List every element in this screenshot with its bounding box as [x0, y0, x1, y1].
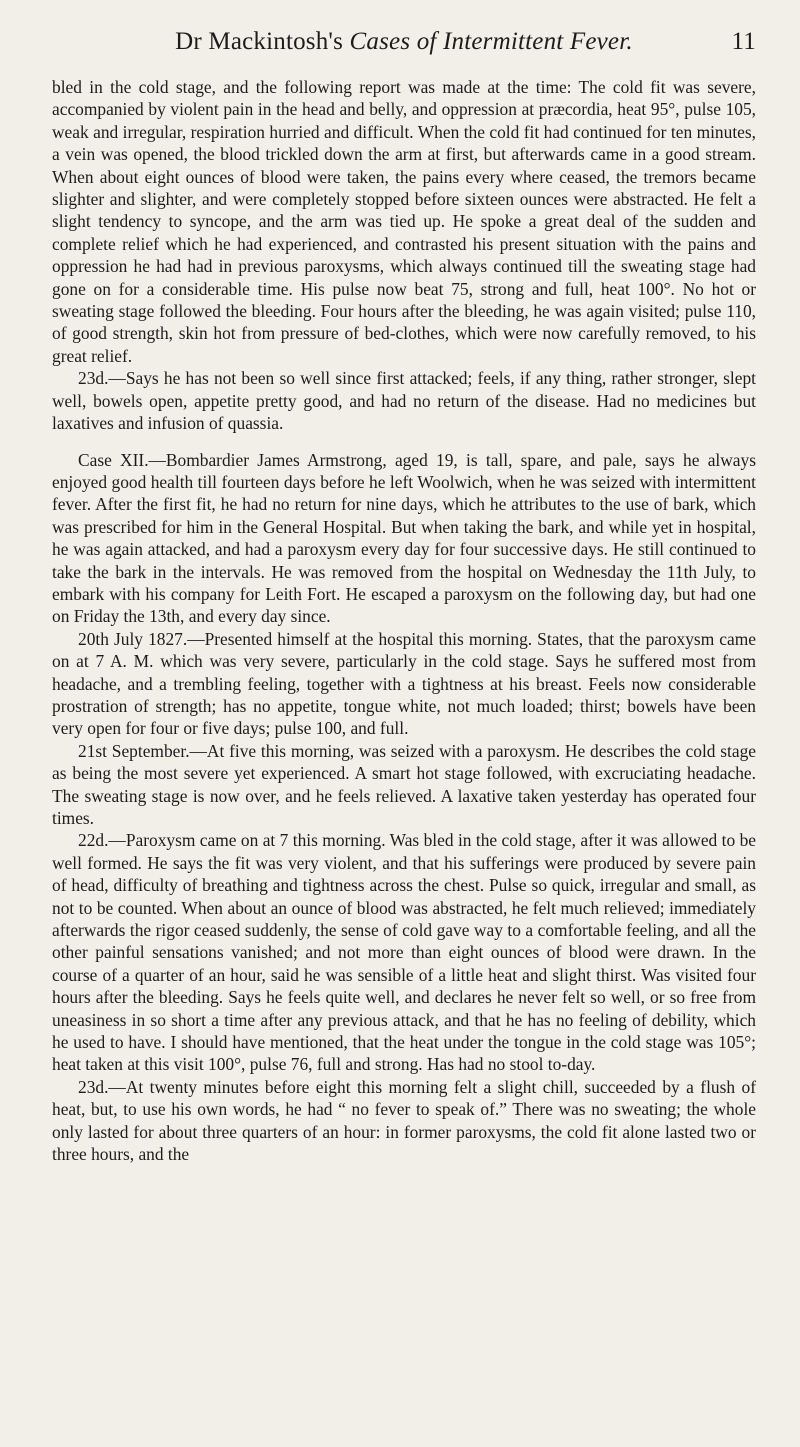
paragraph-22d: 22d.—Paroxysm came on at 7 this morning. Was bled in the cold stage, after it was allowed to be well formed. He says the fit was very violent, and that his sufferings were produced by severe pain of head, difficulty of breathing and tightness across the chest. Pulse so quick, irregular and small, as not to be counted. When about an ounce of blood was abstracted, he felt much relieved; immediately afterwards the rigor ceased suddenly, the sense of cold gave way to a comfortable feeling, and all the other painful sensations vanished; and not more than eight ounces of blood were drawn. In the course of a quarter of an hour, said he was sensible of a little heat and slight thirst. Was visited four hours after the bleeding. Says he feels quite well, and declares he never felt so well, or so free from uneasiness in so short a time after any previous attack, and that he has no feeling of debility, which he used to have. I should have mentioned, that the heat under the tongue in the cold stage was 105°; heat taken at this visit 100°, pulse 76, full and strong. Has had no stool to-day. [52, 830, 756, 1075]
running-head-author: Dr Mackintosh's [175, 28, 350, 55]
paragraph-case-xi-continued: bled in the cold stage, and the following report was made at the time: The cold fit was severe, accompanied by violent pain in the head and belly, and oppression at præcordia, heat 95°, pulse 105, weak and irregular, respiration hurried and difficult. When the cold fit had continued for ten minutes, a vein was opened, the blood trickled down the arm at first, but afterwards came in a good stream. When about eight ounces of blood were taken, the pains every where ceased, the tremors became slighter and slighter, and were completely stopped before sixteen ounces were abstracted. He felt a slight tendency to syncope, and the arm was tied up. He spoke a great deal of the sudden and complete relief which he had experienced, and contrasted his present situation with the pains and oppression he had had in previous paroxysms, which always continued till the sweating stage had gone on for a considerable time. His pulse now beat 75, strong and full, heat 100°. No hot or sweating stage followed the bleeding. Four hours after the bleeding, he was again visited; pulse 110, of good strength, skin hot from pressure of bed-clothes, which were now carefully removed, to his great relief. [52, 77, 756, 366]
paragraph-23d-second: 23d.—At twenty minutes before eight this morning felt a slight chill, succeeded by a flush of heat, but, to use his own words, he had “ no fever to speak of.” There was no sweating; the whole only lasted for about three quarters of an hour: in former paroxysms, the cold fit alone lasted two or three hours, and the [52, 1076, 756, 1165]
paragraph-case-xii: Case XII.—Bombardier James Armstrong, aged 19, is tall, spare, and pale, says he always enjoyed good health till fourteen days before he left Woolwich, when he was seized with intermittent fever. After the first fit, he had no return for nine days, which he attributes to the use of bark, which was prescribed for him in the General Hospital. But when taking the bark, and while yet in hospital, he was again attacked, and had a paroxysm every day for four successive days. He still continued to take the bark in the intervals. He was removed from the hospital on Wednesday the 11th July, to embark with his company for Leith Fort. He escaped a paroxysm on the following day, but had one on Friday the 13th, and every day since. [52, 449, 756, 627]
paragraph-21st-september: 21st September.—At five this morning, was seized with a paroxysm. He describes the cold stage as being the most severe yet experienced. A smart hot stage followed, with excruciating headache. The sweating stage is now over, and he feels relieved. A laxative taken yesterday has operated four times. [52, 740, 756, 828]
paragraph-23d: 23d.—Says he has not been so well since first attacked; feels, if any thing, rather stronger, slept well, bowels open, appetite pretty good, and had no return of the disease. Had no medicines but laxatives and infusion of quassia. [52, 368, 756, 434]
paragraph-20th-july: 20th July 1827.—Presented himself at the hospital this morning. States, that the paroxysm came on at 7 A. M. which was very severe, particularly in the cold stage. Says he suffered most from headache, and a trembling feeling, together with a tightness at his breast. Feels now considerable prostration of strength; has no appetite, tongue white, not much loaded; thirst; bowels have been very open for four or five days; pulse 100, and full. [52, 628, 756, 739]
running-head-title: Cases of Intermittent Fever. [349, 28, 633, 55]
page-number: 11 [731, 28, 756, 55]
running-head [52, 22, 756, 68]
body-text [52, 76, 756, 1166]
